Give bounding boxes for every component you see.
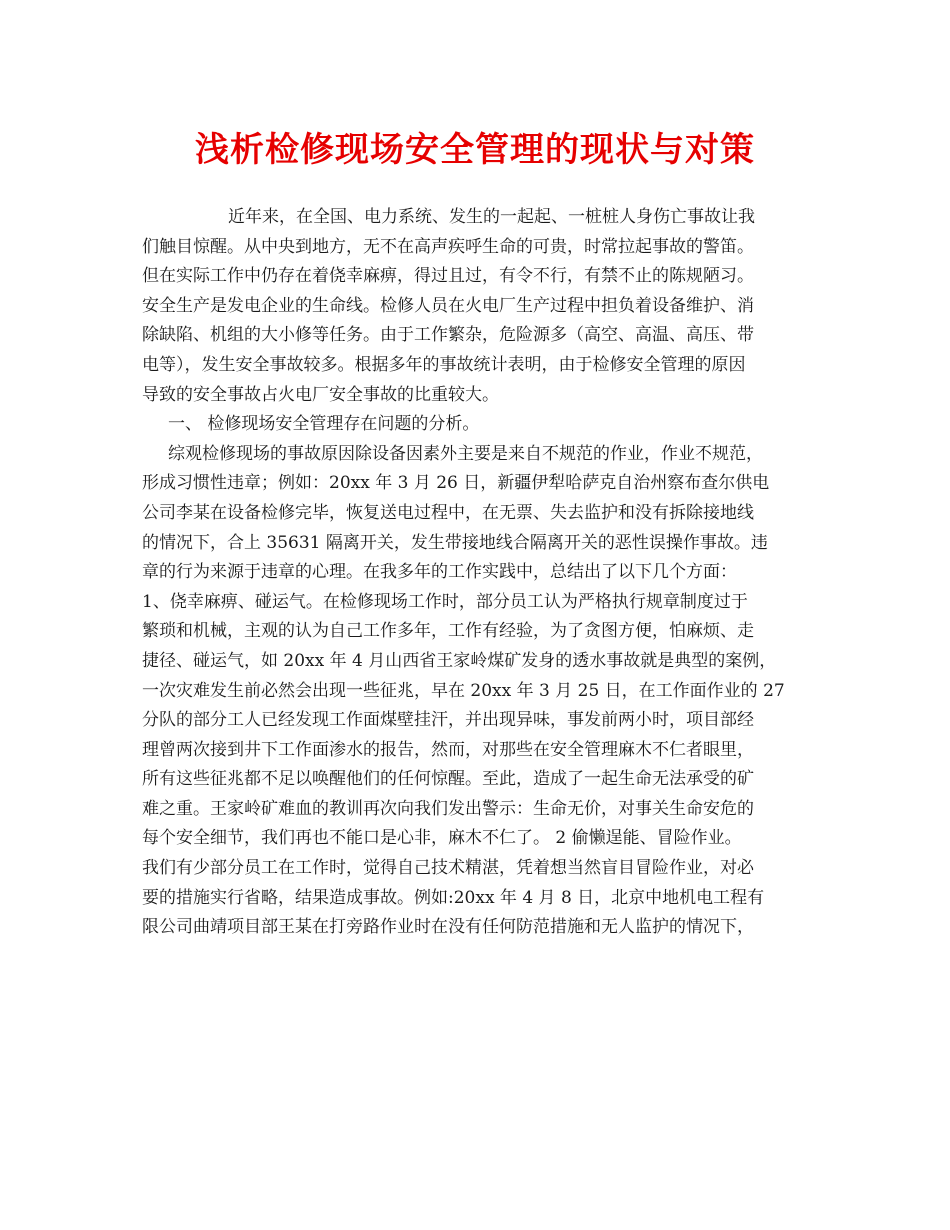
body-line: 理曾两次接到井下工作面渗水的报告，然而，对那些在安全管理麻木不仁者眼里， — [142, 739, 754, 760]
body-line: 电等），发生安全事故较多。根据多年的事故统计表明，由于检修安全管理的原因 — [142, 354, 746, 375]
body-line: 形成习惯性违章；例如：20xx 年 3 月 26 日，新疆伊犁哈萨克自治州察布查尔供电 — [142, 473, 770, 494]
body-line: 近年来，在全国、电力系统、发生的一起起、一桩桩人身伤亡事故让我 — [228, 207, 755, 227]
body-line: 分队的部分工人已经发现工作面煤壁挂汗，并出现异味，事发前两小时，项目部经 — [142, 710, 754, 731]
body-line: 要的措施实行省略，结果造成事故。例如:20xx 年 4 月 8 日，北京中地机电工程有 — [142, 887, 765, 908]
body-line: 难之重。王家岭矿难血的教训再次向我们发出警示：生命无价，对事关生命安危的 — [142, 798, 754, 819]
section-heading: 一、 检修现场安全管理存在问题的分析。 — [168, 414, 480, 435]
body-line: 综观检修现场的事故原因除设备因素外主要是来自不规范的作业，作业不规范， — [168, 443, 763, 464]
body-line: 们触目惊醒。从中央到地方，无不在高声疾呼生命的可贵，时常拉起事故的警笛。 — [142, 236, 754, 257]
body-line: 捷径、碰运气，如 20xx 年 4 月山西省王家岭煤矿发身的透水事故就是典型的案例， — [142, 650, 777, 671]
body-line: 但在实际工作中仍存在着侥幸麻痹，得过且过，有令不行，有禁不止的陈规陋习。 — [142, 266, 754, 287]
body-line: 章的行为来源于违章的心理。在我多年的工作实践中，总结出了以下几个方面： — [142, 562, 737, 583]
body-line: 一次灾难发生前必然会出现一些征兆，早在 20xx 年 3 月 25 日，在工作面作业的 27 — [142, 680, 785, 701]
body-line: 的情况下，合上 35631 隔离开关，发生带接地线合隔离开关的恶性误操作事故。违 — [142, 532, 768, 553]
body-line: 所有这些征兆都不足以唤醒他们的任何惊醒。至此，造成了一起生命无法承受的矿 — [142, 769, 754, 790]
body-line: 繁琐和机械，主观的认为自己工作多年，工作有经验，为了贪图方便，怕麻烦、走 — [142, 621, 754, 642]
body-line: 每个安全细节，我们再也不能口是心非，麻木不仁了。 2 偷懒逞能、冒险作业。 — [142, 828, 742, 849]
document-title: 浅析检修现场安全管理的现状与对策 — [195, 130, 755, 170]
body-line: 安全生产是发电企业的生命线。检修人员在火电厂生产过程中担负着设备维护、消 — [142, 295, 754, 316]
body-line: 除缺陷、机组的大小修等任务。由于工作繁杂，危险源多（高空、高温、高压、带 — [142, 325, 754, 346]
body-line: 1、侥幸麻痹、碰运气。在检修现场工作时，部分员工认为严格执行规章制度过于 — [142, 591, 748, 612]
body-line: 导致的安全事故占火电厂安全事故的比重较大。 — [142, 384, 499, 405]
body-line: 公司李某在设备检修完毕，恢复送电过程中，在无票、失去监护和没有拆除接地线 — [142, 502, 754, 523]
body-line: 限公司曲靖项目部王某在打旁路作业时在没有任何防范措施和无人监护的情况下， — [142, 917, 754, 938]
body-line: 我们有少部分员工在工作时，觉得自己技术精湛，凭着想当然盲目冒险作业，对必 — [142, 858, 754, 879]
document-body — [142, 203, 812, 943]
